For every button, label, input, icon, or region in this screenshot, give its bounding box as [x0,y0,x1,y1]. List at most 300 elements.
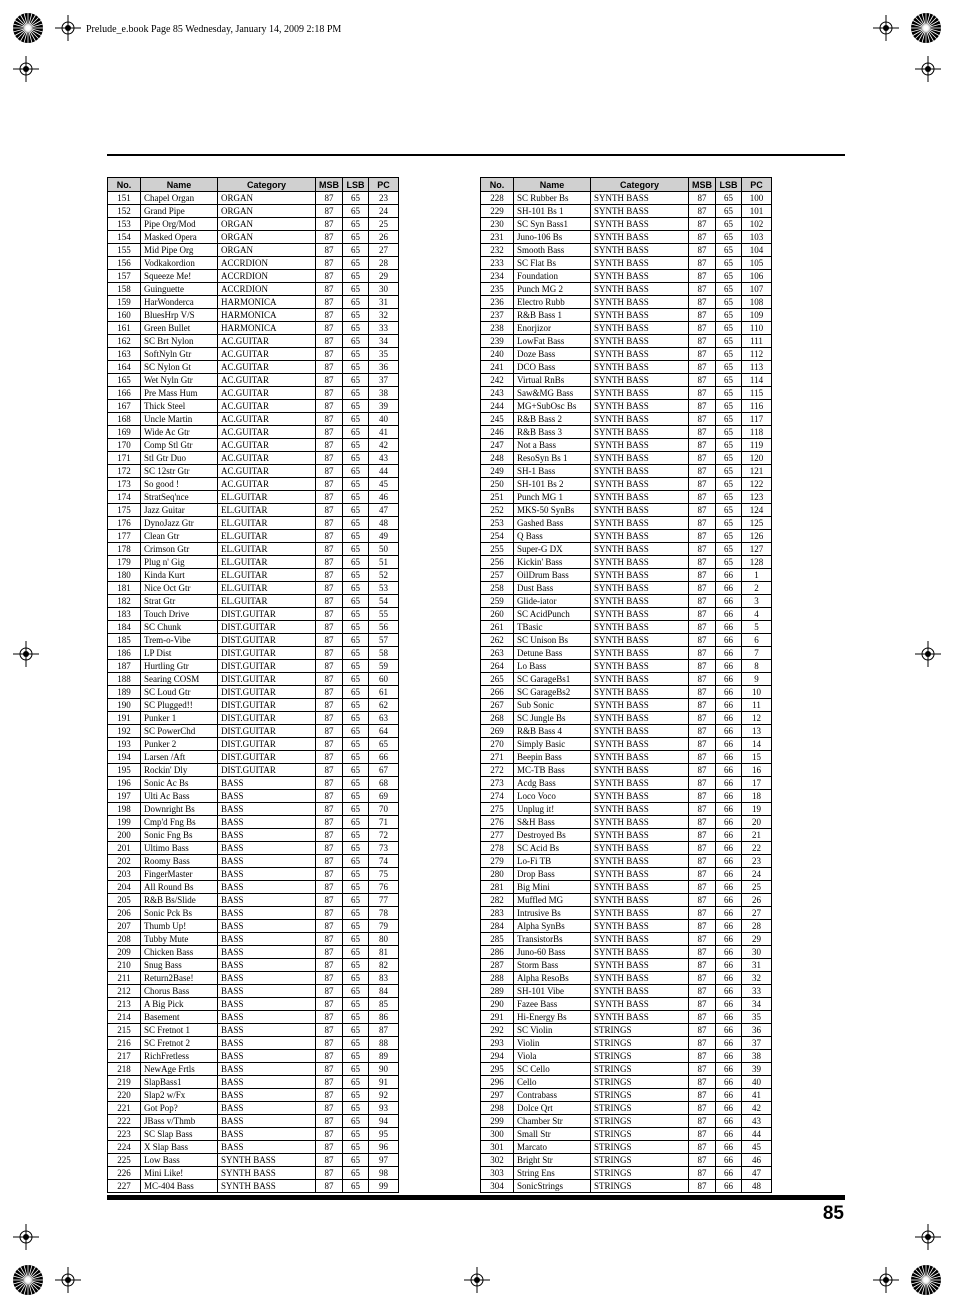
cell-msb: 87 [316,621,343,634]
table-row [108,335,399,348]
cell-msb: 87 [316,582,343,595]
table-row [108,400,399,413]
cell-lsb: 65 [343,790,369,803]
cell-lsb: 65 [716,478,742,491]
table-row [481,829,772,842]
table-row [481,907,772,920]
cell-pc: 71 [369,816,399,829]
cell-no: 186 [108,647,141,660]
cell-no: 211 [108,972,141,985]
cell-category: SYNTH BASS [591,946,689,959]
cell-pc: 126 [742,530,772,543]
cell-name: Unplug it! [514,803,591,816]
cell-msb: 87 [316,712,343,725]
cell-name: LP Dist [141,647,218,660]
cell-msb: 87 [316,556,343,569]
cell-no: 251 [481,491,514,504]
cell-msb: 87 [689,738,716,751]
cell-name: SC GarageBs2 [514,686,591,699]
cell-name: MC-TB Bass [514,764,591,777]
cell-name: SC GarageBs1 [514,673,591,686]
cell-no: 174 [108,491,141,504]
cell-category: DIST.GUITAR [218,764,316,777]
cell-msb: 87 [689,322,716,335]
cell-name: Juno-106 Bs [514,231,591,244]
table-row [481,465,772,478]
cell-name: Clean Gtr [141,530,218,543]
cell-msb: 87 [316,296,343,309]
table-row [481,413,772,426]
cell-lsb: 65 [343,530,369,543]
cell-msb: 87 [689,257,716,270]
cell-lsb: 65 [343,283,369,296]
crosshair-icon [914,55,942,83]
cell-pc: 74 [369,855,399,868]
cell-category: SYNTH BASS [591,803,689,816]
cell-msb: 87 [316,673,343,686]
cell-msb: 87 [689,1167,716,1180]
cell-no: 293 [481,1037,514,1050]
table-row [108,296,399,309]
table-row [108,751,399,764]
cell-category: SYNTH BASS [591,764,689,777]
cell-name: SC Chunk [141,621,218,634]
cell-pc: 33 [369,322,399,335]
cell-name: Wide Ac Gtr [141,426,218,439]
cell-name: Hi-Energy Bs [514,1011,591,1024]
table-row [108,595,399,608]
cell-name: MG+SubOsc Bs [514,400,591,413]
table-row [481,374,772,387]
cell-no: 210 [108,959,141,972]
cell-lsb: 66 [716,595,742,608]
cell-name: Sonic Pck Bs [141,907,218,920]
table-row [481,608,772,621]
cell-pc: 50 [369,543,399,556]
cell-name: Thick Steel [141,400,218,413]
cell-name: R&B Bass 2 [514,413,591,426]
cell-pc: 51 [369,556,399,569]
cell-pc: 8 [742,660,772,673]
cell-lsb: 65 [343,829,369,842]
cell-no: 201 [108,842,141,855]
col-header-no: No. [108,178,141,192]
cell-category: AC.GUITAR [218,335,316,348]
cell-lsb: 65 [716,205,742,218]
table-row [108,764,399,777]
cell-pc: 87 [369,1024,399,1037]
cell-lsb: 66 [716,1102,742,1115]
cell-category: BASS [218,777,316,790]
cell-category: SYNTH BASS [591,569,689,582]
cell-name: String Ens [514,1167,591,1180]
cell-pc: 56 [369,621,399,634]
cell-category: SYNTH BASS [591,439,689,452]
cell-category: DIST.GUITAR [218,725,316,738]
cell-pc: 117 [742,413,772,426]
table-row [481,881,772,894]
cell-name: SC AcidPunch [514,608,591,621]
cell-name: Downright Bs [141,803,218,816]
cell-lsb: 65 [343,244,369,257]
cell-no: 295 [481,1063,514,1076]
cell-lsb: 65 [343,608,369,621]
cell-pc: 58 [369,647,399,660]
table-row [481,543,772,556]
table-row [108,1128,399,1141]
cell-pc: 105 [742,257,772,270]
cell-name: HarWonderca [141,296,218,309]
cell-pc: 113 [742,361,772,374]
cell-category: SYNTH BASS [591,556,689,569]
cell-pc: 100 [742,192,772,205]
cell-lsb: 66 [716,790,742,803]
cell-name: Chapel Organ [141,192,218,205]
cell-no: 261 [481,621,514,634]
cell-pc: 116 [742,400,772,413]
cell-no: 199 [108,816,141,829]
table-row [481,1115,772,1128]
cell-msb: 87 [689,725,716,738]
cell-lsb: 65 [343,777,369,790]
cell-pc: 11 [742,699,772,712]
cell-name: Low Bass [141,1154,218,1167]
cell-lsb: 66 [716,764,742,777]
cell-name: Sonic Ac Bs [141,777,218,790]
cell-pc: 1 [742,569,772,582]
cell-no: 179 [108,556,141,569]
cell-msb: 87 [689,556,716,569]
cell-category: AC.GUITAR [218,400,316,413]
table-row [481,1024,772,1037]
cell-category: SYNTH BASS [591,595,689,608]
table-row [481,764,772,777]
cell-pc: 61 [369,686,399,699]
cell-msb: 87 [689,595,716,608]
cell-name: SC Plugged!! [141,699,218,712]
cell-pc: 55 [369,608,399,621]
cell-category: STRINGS [591,1128,689,1141]
cell-lsb: 66 [716,855,742,868]
cell-lsb: 65 [716,530,742,543]
cell-pc: 25 [369,218,399,231]
cell-msb: 87 [689,335,716,348]
table-row [108,205,399,218]
cell-name: Nice Oct Gtr [141,582,218,595]
cell-name: Q Bass [514,530,591,543]
cell-name: Gashed Bass [514,517,591,530]
table-row [108,946,399,959]
cell-msb: 87 [689,686,716,699]
cell-pc: 43 [369,452,399,465]
cell-category: BASS [218,972,316,985]
cell-msb: 87 [689,634,716,647]
crosshair-icon [463,1266,491,1294]
cell-no: 238 [481,322,514,335]
table-row [481,985,772,998]
cell-pc: 57 [369,634,399,647]
cell-no: 172 [108,465,141,478]
cell-category: SYNTH BASS [591,322,689,335]
cell-msb: 87 [316,361,343,374]
table-row [481,920,772,933]
cell-lsb: 65 [343,725,369,738]
cell-no: 181 [108,582,141,595]
cell-lsb: 65 [716,322,742,335]
cell-no: 184 [108,621,141,634]
cell-pc: 28 [742,920,772,933]
cell-msb: 87 [689,907,716,920]
cell-name: Foundation [514,270,591,283]
cell-lsb: 65 [343,452,369,465]
cell-no: 155 [108,244,141,257]
cell-pc: 127 [742,543,772,556]
cell-category: SYNTH BASS [591,621,689,634]
cell-no: 270 [481,738,514,751]
cell-category: EL.GUITAR [218,530,316,543]
cell-no: 277 [481,829,514,842]
cell-category: AC.GUITAR [218,439,316,452]
cell-msb: 87 [689,803,716,816]
cell-msb: 87 [316,998,343,1011]
cell-category: EL.GUITAR [218,595,316,608]
cell-category: BASS [218,1063,316,1076]
cell-category: DIST.GUITAR [218,738,316,751]
cell-name: Loco Voco [514,790,591,803]
cell-lsb: 65 [716,543,742,556]
cell-category: SYNTH BASS [591,907,689,920]
cell-no: 156 [108,257,141,270]
cell-category: SYNTH BASS [591,231,689,244]
cell-lsb: 65 [343,1050,369,1063]
cell-name: Rockin' Dly [141,764,218,777]
cell-pc: 101 [742,205,772,218]
col-header-pc: PC [369,178,399,192]
cell-lsb: 66 [716,634,742,647]
cell-name: DynoJazz Gtr [141,517,218,530]
cell-no: 224 [108,1141,141,1154]
cell-msb: 87 [316,959,343,972]
cell-lsb: 66 [716,829,742,842]
cell-name: All Round Bs [141,881,218,894]
cell-lsb: 66 [716,777,742,790]
table-row [108,777,399,790]
cell-lsb: 65 [716,374,742,387]
cell-name: Return2Base! [141,972,218,985]
col-header-msb: MSB [316,178,343,192]
cell-pc: 91 [369,1076,399,1089]
cell-pc: 4 [742,608,772,621]
cell-name: SC Flat Bs [514,257,591,270]
cell-no: 243 [481,387,514,400]
table-row [108,673,399,686]
cell-pc: 70 [369,803,399,816]
cell-name: SC 12str Gtr [141,465,218,478]
cell-category: ORGAN [218,244,316,257]
table-row [108,1115,399,1128]
cell-lsb: 65 [343,556,369,569]
cell-no: 231 [481,231,514,244]
cell-name: Grand Pipe [141,205,218,218]
cell-pc: 12 [742,712,772,725]
cell-pc: 68 [369,777,399,790]
cell-pc: 128 [742,556,772,569]
cell-name: A Big Pick [141,998,218,1011]
cell-msb: 87 [316,439,343,452]
cell-msb: 87 [689,387,716,400]
cell-no: 189 [108,686,141,699]
cell-category: BASS [218,946,316,959]
cell-name: SC Slap Bass [141,1128,218,1141]
cell-no: 216 [108,1037,141,1050]
cell-name: LowFat Bass [514,335,591,348]
cell-name: Thumb Up! [141,920,218,933]
cell-pc: 111 [742,335,772,348]
table-row [481,972,772,985]
table-row [108,933,399,946]
cell-no: 302 [481,1154,514,1167]
table-row [108,959,399,972]
cell-name: Roomy Bass [141,855,218,868]
table-row [481,1141,772,1154]
cell-no: 158 [108,283,141,296]
cell-lsb: 65 [343,465,369,478]
table-row [481,452,772,465]
cell-lsb: 66 [716,738,742,751]
cell-category: SYNTH BASS [591,647,689,660]
cell-msb: 87 [316,985,343,998]
cell-msb: 87 [316,374,343,387]
cell-pc: 86 [369,1011,399,1024]
cell-no: 162 [108,335,141,348]
cell-no: 161 [108,322,141,335]
cell-pc: 41 [742,1089,772,1102]
cell-pc: 47 [742,1167,772,1180]
cell-no: 286 [481,946,514,959]
cell-name: Jazz Guitar [141,504,218,517]
cell-pc: 72 [369,829,399,842]
cell-category: SYNTH BASS [591,465,689,478]
cell-pc: 92 [369,1089,399,1102]
cell-lsb: 65 [343,426,369,439]
cell-pc: 103 [742,231,772,244]
cell-no: 204 [108,881,141,894]
cell-lsb: 66 [716,673,742,686]
cell-lsb: 66 [716,1141,742,1154]
cell-category: SYNTH BASS [591,699,689,712]
cell-lsb: 65 [343,1076,369,1089]
cell-pc: 102 [742,218,772,231]
cell-msb: 87 [316,1011,343,1024]
cell-msb: 87 [316,283,343,296]
cell-name: Chicken Bass [141,946,218,959]
cell-msb: 87 [316,738,343,751]
cell-name: SlapBass1 [141,1076,218,1089]
cell-pc: 41 [369,426,399,439]
cell-no: 285 [481,933,514,946]
cell-no: 228 [481,192,514,205]
cell-msb: 87 [689,504,716,517]
cell-msb: 87 [689,881,716,894]
cell-msb: 87 [316,517,343,530]
cell-category: SYNTH BASS [591,920,689,933]
table-row [481,478,772,491]
table-row [481,205,772,218]
cell-name: Storm Bass [514,959,591,972]
table-row [108,621,399,634]
cell-category: AC.GUITAR [218,413,316,426]
cell-no: 152 [108,205,141,218]
cell-category: SYNTH BASS [591,504,689,517]
table-row [108,725,399,738]
cell-lsb: 65 [343,985,369,998]
cell-lsb: 65 [343,400,369,413]
cell-no: 190 [108,699,141,712]
cell-lsb: 66 [716,1024,742,1037]
cell-lsb: 66 [716,907,742,920]
table-row [481,1167,772,1180]
cell-pc: 38 [369,387,399,400]
cell-category: BASS [218,842,316,855]
cell-name: Masked Opera [141,231,218,244]
cell-name: Small Str [514,1128,591,1141]
cell-no: 297 [481,1089,514,1102]
cell-msb: 87 [689,777,716,790]
page-number: 85 [822,1203,844,1224]
cell-category: SYNTH BASS [591,738,689,751]
cell-name: Juno-60 Bass [514,946,591,959]
cell-msb: 87 [689,1011,716,1024]
cell-name: Chorus Bass [141,985,218,998]
cell-no: 241 [481,361,514,374]
cell-no: 280 [481,868,514,881]
cell-lsb: 65 [716,231,742,244]
col-header-lsb: LSB [343,178,369,192]
cell-msb: 87 [316,933,343,946]
table-row [481,998,772,1011]
cell-category: SYNTH BASS [591,387,689,400]
cell-category: HARMONICA [218,322,316,335]
cell-pc: 77 [369,894,399,907]
cell-name: SH-101 Bs 2 [514,478,591,491]
cell-category: DIST.GUITAR [218,660,316,673]
table-row [481,803,772,816]
cell-pc: 37 [369,374,399,387]
cell-name: Crimson Gtr [141,543,218,556]
cell-pc: 43 [742,1115,772,1128]
table-row [108,1154,399,1167]
cell-category: STRINGS [591,1102,689,1115]
cell-category: SYNTH BASS [591,816,689,829]
cell-name: Marcato [514,1141,591,1154]
cell-name: Searing COSM [141,673,218,686]
table-row [108,1024,399,1037]
cell-category: BASS [218,1076,316,1089]
table-row [108,452,399,465]
cell-no: 252 [481,504,514,517]
cell-category: SYNTH BASS [591,348,689,361]
table-row [481,946,772,959]
table-row [108,413,399,426]
cell-no: 203 [108,868,141,881]
cell-msb: 87 [316,1102,343,1115]
table-row [481,582,772,595]
cell-category: DIST.GUITAR [218,621,316,634]
cell-lsb: 66 [716,1180,742,1193]
table-row [481,738,772,751]
table-row [108,1037,399,1050]
cell-msb: 87 [689,582,716,595]
